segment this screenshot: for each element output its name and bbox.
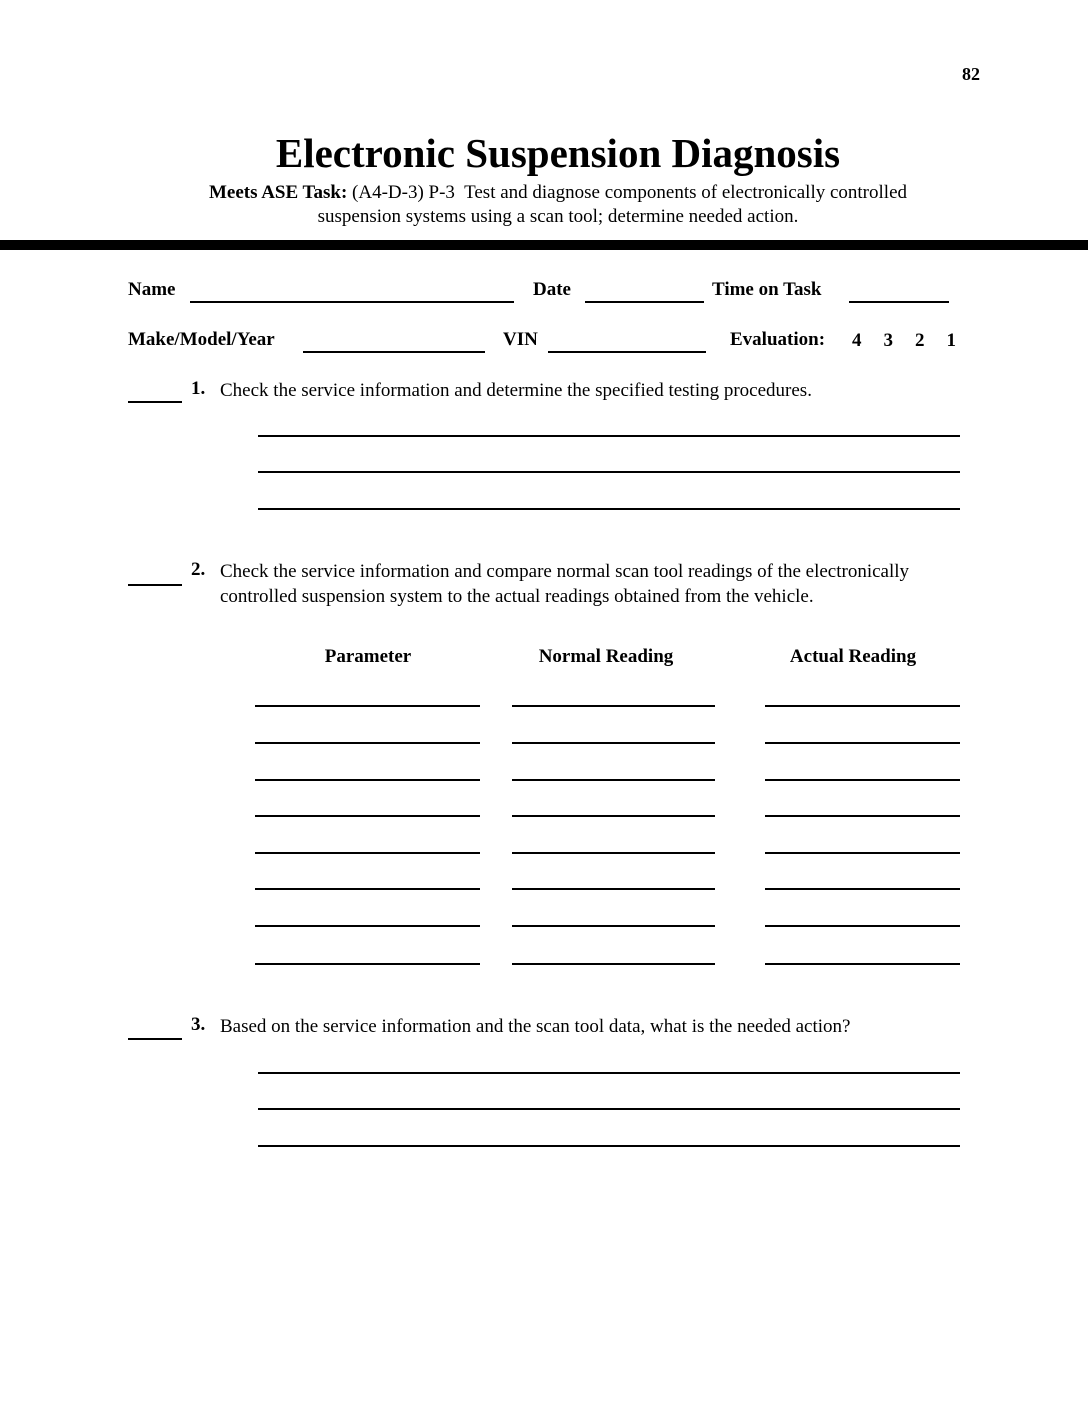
table-cell-line xyxy=(765,815,960,817)
answer-line xyxy=(258,508,960,510)
item-3-score-blank xyxy=(128,1038,182,1040)
evaluation-label: Evaluation: xyxy=(730,329,826,350)
name-label: Name xyxy=(128,279,176,300)
vin-label: VIN xyxy=(503,329,538,350)
ase-task-text: (A4-D-3) P-3 Test and diagnose components of electronically controlled xyxy=(352,182,908,203)
table-cell-line xyxy=(512,925,715,927)
table-cell-line xyxy=(765,742,960,744)
evaluation-score-3: 3 xyxy=(883,330,893,351)
vin-blank xyxy=(548,351,706,353)
item-2-score-blank xyxy=(128,584,182,586)
table-cell-line xyxy=(765,925,960,927)
answer-line xyxy=(258,471,960,473)
date-label: Date xyxy=(533,279,571,300)
item-1-score-blank xyxy=(128,401,182,403)
evaluation-score-2: 2 xyxy=(915,330,925,351)
item-3-number: 3. xyxy=(191,1014,206,1035)
page-number: 82 xyxy=(962,64,980,84)
item-1-text: Check the service information and determine the specified testing procedures. xyxy=(220,380,812,401)
table-cell-line xyxy=(765,852,960,854)
table-cell-line xyxy=(255,925,480,927)
make-model-year-blank xyxy=(303,351,485,353)
table-cell-line xyxy=(255,779,480,781)
divider-bar xyxy=(0,240,1088,250)
table-cell-line xyxy=(512,742,715,744)
answer-line xyxy=(258,1108,960,1110)
ase-task-statement xyxy=(28,181,1088,229)
table-cell-line xyxy=(765,888,960,890)
table-cell-line xyxy=(512,963,715,965)
table-cell-line xyxy=(512,815,715,817)
item-2-number: 2. xyxy=(191,559,206,580)
table-cell-line xyxy=(765,963,960,965)
time-on-task-label: Time on Task xyxy=(712,279,822,300)
evaluation-scale xyxy=(852,330,956,352)
column-header-parameter: Parameter xyxy=(324,646,412,667)
table-cell-line xyxy=(512,888,715,890)
column-header-actual-reading: Actual Reading xyxy=(789,646,917,667)
evaluation-score-4: 4 xyxy=(852,330,862,351)
table-cell-line xyxy=(765,779,960,781)
answer-line xyxy=(258,1145,960,1147)
table-cell-line xyxy=(255,815,480,817)
table-cell-line xyxy=(255,888,480,890)
table-cell-line xyxy=(765,705,960,707)
ase-task-label: Meets ASE Task: xyxy=(208,182,348,203)
answer-line xyxy=(258,435,960,437)
table-cell-line xyxy=(512,779,715,781)
worksheet-title: Electronic Suspension Diagnosis xyxy=(275,130,841,176)
column-header-normal-reading: Normal Reading xyxy=(538,646,674,667)
time-on-task-blank xyxy=(849,301,949,303)
date-blank xyxy=(585,301,704,303)
table-cell-line xyxy=(512,852,715,854)
item-1-number: 1. xyxy=(191,378,206,399)
table-cell-line xyxy=(512,705,715,707)
table-cell-line xyxy=(255,705,480,707)
table-cell-line xyxy=(255,852,480,854)
table-cell-line xyxy=(255,742,480,744)
ase-task-line1 xyxy=(28,181,1088,205)
item-3-text: Based on the service information and the scan tool data, what is the needed action? xyxy=(220,1016,851,1037)
name-blank xyxy=(190,301,514,303)
make-model-year-label: Make/Model/Year xyxy=(128,329,275,350)
ase-task-line2: suspension systems using a scan tool; determine needed action. xyxy=(317,206,799,227)
item-2-text: Check the service information and compare normal scan tool readings of the electronically controlled suspension system to the actual readings obtained from the vehicle. xyxy=(220,561,910,607)
table-cell-line xyxy=(255,963,480,965)
evaluation-score-1: 1 xyxy=(946,330,956,351)
answer-line xyxy=(258,1072,960,1074)
